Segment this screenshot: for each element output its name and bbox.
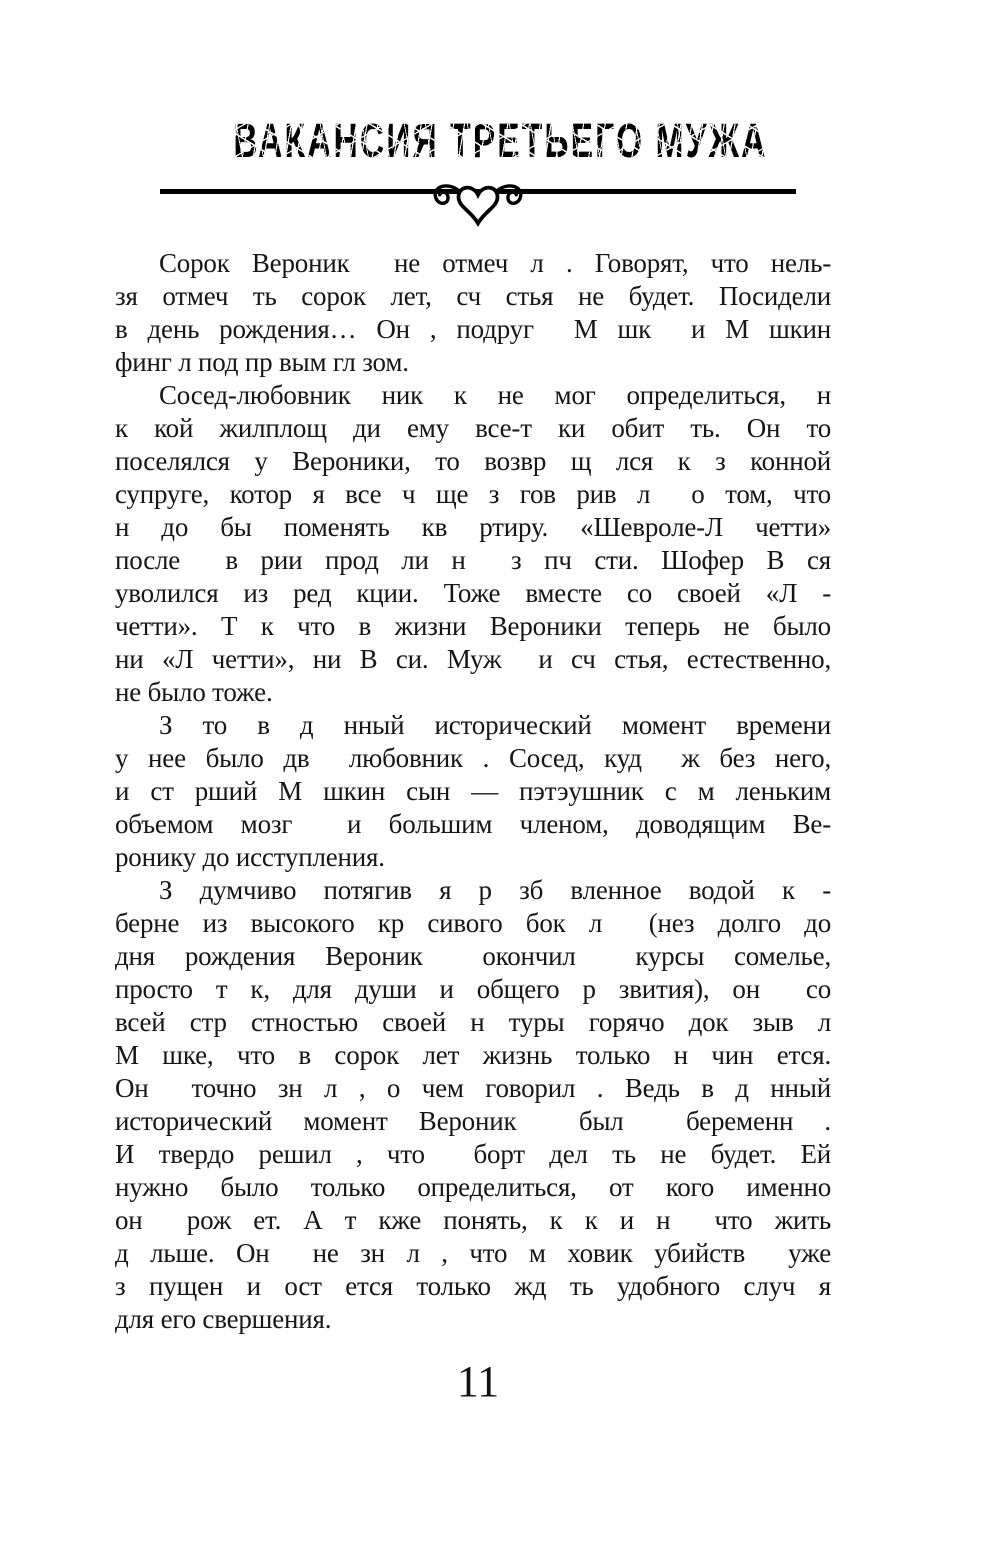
text-line: он рож ет. А т кже понять, к к и н что жить [115,1205,831,1235]
paragraph [115,247,831,379]
text-line: уволился из ред кции. Тоже вместе со своей «Л - [115,578,831,608]
text-line: финг л под пр вым гл зом. [115,347,409,377]
text-line: просто т к, для души и общего р звития), он со [115,974,831,1004]
paragraph [115,709,831,874]
page-number: 11 [456,1357,500,1406]
text-line: н до бы поменять кв ртиру. «Шевроле-Л четти» [115,512,831,542]
text-line: в день рождения… Он , подруг М шк и М шкин [115,314,831,344]
chapter-header [0,115,1000,168]
text-line: Сосед-любовник ник к не мог определиться, н [159,380,831,410]
text-line: дня рождения Вероник окончил курсы сомелье, [115,941,831,971]
text-line: исторический момент Вероник был беременн . [115,1106,831,1136]
text-line: всей стр стностью своей н туры горячо док зыв л [115,1007,831,1037]
text-line: зя отмеч ть сорок лет, сч стья не будет. Посидели [115,281,831,311]
text-line: супруге, котор я все ч ще з гов рив л о том, что [115,479,831,509]
text-line: д льше. Он не зн л , что м ховик убийств уже [115,1238,831,1268]
text-line: после в рии прод ли н з пч сти. Шофер В ся [115,545,831,575]
text-line: Он точно зн л , о чем говорил . Ведь в д нный [115,1073,831,1103]
text-line: З думчиво потягив я р зб вленное водой к - [159,875,831,905]
header-divider [160,189,796,195]
text-line: Сорок Вероник не отмеч л . Говорят, что нель- [159,248,831,278]
text-line: З то в д нный исторический момент времени [159,710,831,740]
text-line: берне из высокого кр сивого бок л (нез долго до [115,908,831,938]
text-line: ни «Л четти», ни В си. Муж и сч стья, естественно, [115,644,831,674]
text-line: у нее было дв любовник . Сосед, куд ж без него, [115,743,831,773]
paragraph [115,379,831,709]
chapter-title: ВАКАНСИЯ ТРЕТЬЕГО МУЖА [232,115,768,168]
text-line: и ст рший М шкин сын — пэтэушник с м леньким [115,776,831,806]
text-line: четти». Т к что в жизни Вероники теперь не было [115,611,831,641]
paragraph [115,874,831,1336]
text-line: не было тоже. [115,677,273,707]
text-line: М шке, что в сорок лет жизнь только н чин ется. [115,1040,831,1070]
text-line: нужно было только определиться, от кого именно [115,1172,831,1202]
text-line: И твердо решил , что борт дел ть не будет. Ей [115,1139,831,1169]
text-line: для его свершения. [115,1304,332,1334]
text-line: з пущен и ост ется только жд ть удобного случ я [115,1271,831,1301]
body-text [115,247,831,1336]
text-line: объемом мозг и большим членом, доводящим Ве- [115,809,831,839]
text-line: ронику до исступления. [115,842,385,872]
text-line: поселялся у Вероники, то возвр щ лся к з конной [115,446,831,476]
text-line: к кой жилплощ ди ему все-т ки обит ть. Он то [115,413,831,443]
heart-flourish-ornament-icon [426,182,531,230]
